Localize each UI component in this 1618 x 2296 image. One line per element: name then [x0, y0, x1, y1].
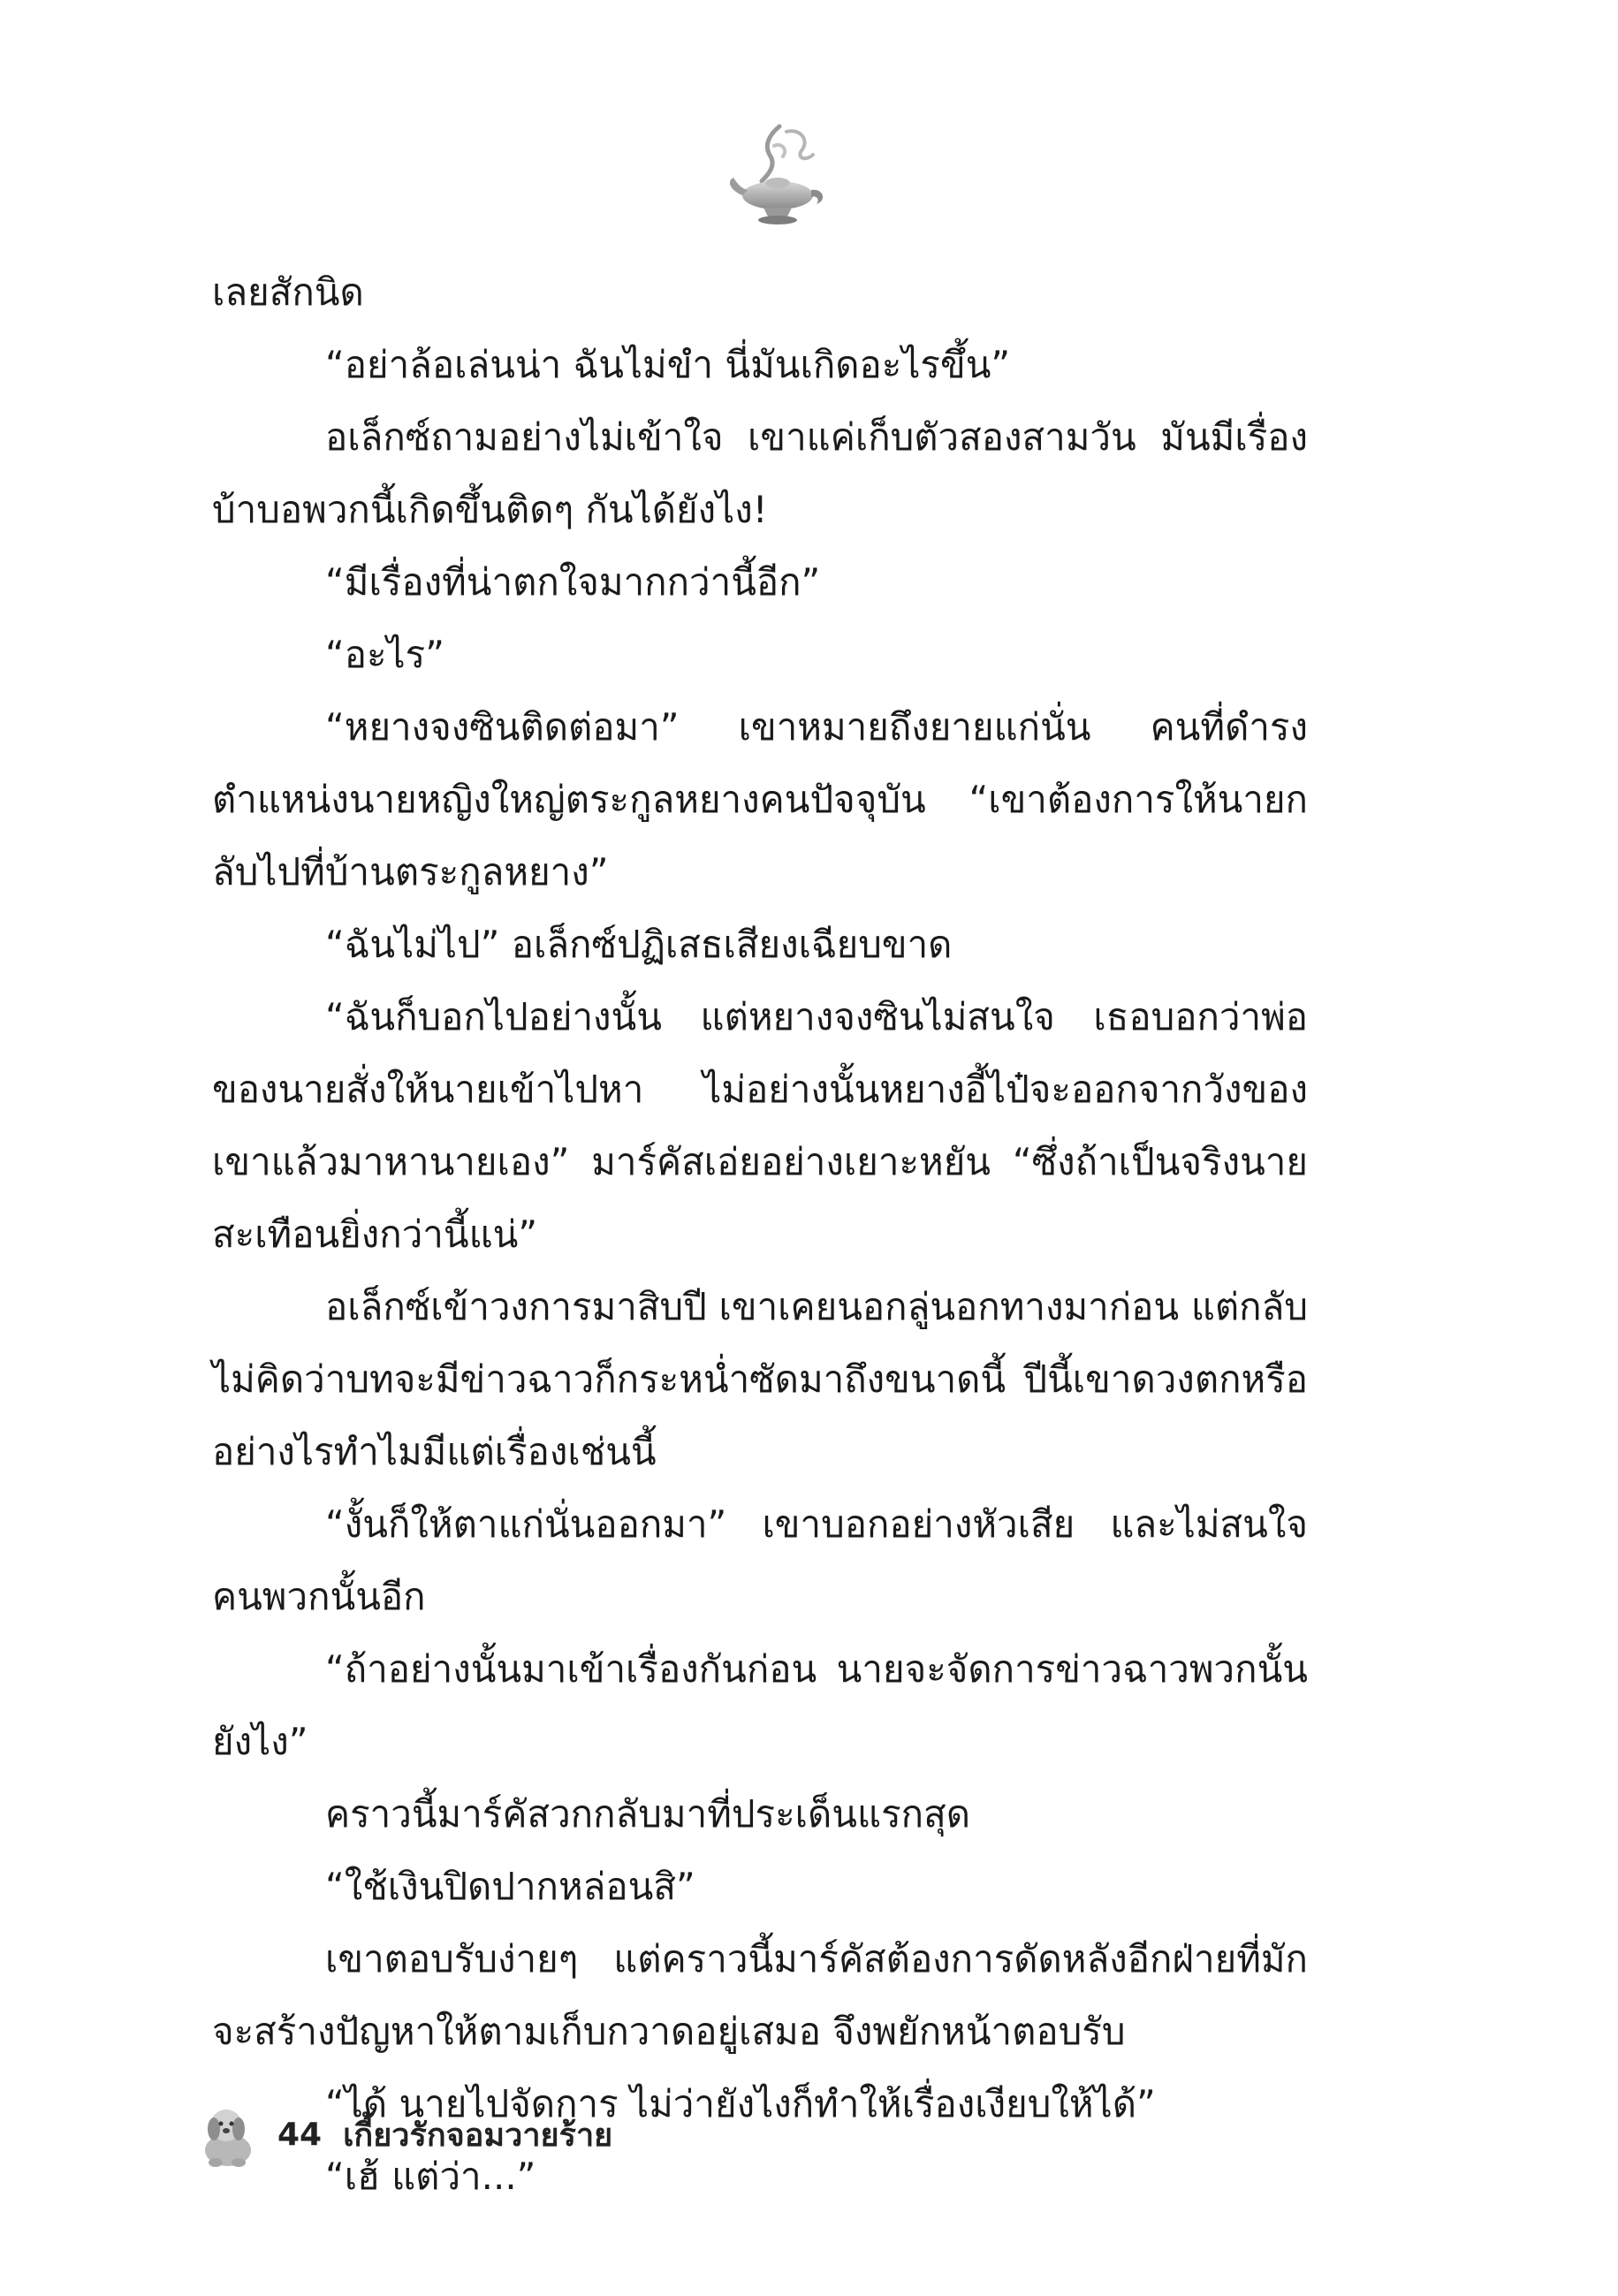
paragraph: เขาตอบรับง่ายๆ แต่คราวนี้มาร์คัสต้องการดัดหลังอีกฝ่ายที่มักจะสร้างปัญหาให้ตามเก็บกวาดอยู่เสมอ จึงพยักหน้าตอบรับ	[212, 1937, 1308, 2053]
paragraph: “ได้ นายไปจัดการ ไม่ว่ายังไงก็ทำให้เรื่องเงียบให้ได้”	[325, 2082, 1156, 2125]
paragraph: อเล็กซ์ถามอย่างไม่เข้าใจ เขาแค่เก็บตัวสองสามวัน มันมีเรื่องบ้าบอพวกนี้เกิดขึ้นติดๆ กันได้ยังไง!	[212, 415, 1308, 531]
page-number: 44	[277, 2116, 323, 2153]
paragraph: “มีเรื่องที่น่าตกใจมากกว่านี้อีก”	[325, 560, 821, 604]
paragraph: เลยสักนิด	[212, 270, 364, 314]
paragraph: “ใช้เงินปิดปากหล่อนสิ”	[325, 1865, 695, 1908]
page-footer	[196, 2086, 612, 2183]
body-text	[212, 256, 1308, 2213]
paragraph: “งั้นก็ให้ตาแก่นั่นออกมา” เขาบอกอย่างหัวเสีย และไม่สนใจคนพวกนั้นอีก	[212, 1502, 1308, 1618]
magic-lamp-icon	[725, 119, 831, 234]
paragraph: “ฉันไม่ไป” อเล็กซ์ปฏิเสธเสียงเฉียบขาด	[325, 923, 953, 966]
paragraph: “หยางจงซินติดต่อมา” เขาหมายถึงยายแก่นั่น คนที่ดำรงตำแหน่งนายหญิงใหญ่ตระกูลหยางคนปัจจุบัน “เขาต้องการให้นายกลับไปที่บ้านตระกูลหยาง”	[212, 705, 1308, 893]
paragraph: “อะไร”	[325, 633, 444, 676]
paragraph: “ถ้าอย่างนั้นมาเข้าเรื่องกันก่อน นายจะจัดการข่าวฉาวพวกนั้นยังไง”	[212, 1647, 1308, 1763]
paragraph: “อย่าล้อเล่นน่า ฉันไม่ขำ นี่มันเกิดอะไรขึ้น”	[325, 343, 1011, 386]
paragraph: “เฮ้ แต่ว่า...”	[325, 2155, 536, 2198]
paragraph: “ฉันก็บอกไปอย่างนั้น แต่หยางจงซินไม่สนใจ เธอบอกว่าพ่อของนายสั่งให้นายเข้าไปหา ไม่อย่างนั้นหยางอี้ไป๋จะออกจากวังของเขาแล้วมาหานายเอง” มาร์คัสเอ่ยอย่างเยาะหยัน “ซึ่งถ้าเป็นจริงนายสะเทือนยิ่งกว่านี้แน่”	[212, 995, 1308, 1256]
paragraph: คราวนี้มาร์คัสวกกลับมาที่ประเด็นแรกสุด	[325, 1792, 970, 1836]
puppy-icon	[196, 2099, 258, 2170]
paragraph: อเล็กซ์เข้าวงการมาสิบปี เขาเคยนอกลู่นอกทางมาก่อน แต่กลับไม่คิดว่าบทจะมีข่าวฉาวก็กระหน่ำซัดมาถึงขนาดนี้ ปีนี้เขาดวงตกหรืออย่างไรทำไมมีแต่เรื่องเช่นนี้	[212, 1285, 1308, 1473]
book-title: เกี้ยวรักจอมวายร้าย	[343, 2117, 613, 2154]
